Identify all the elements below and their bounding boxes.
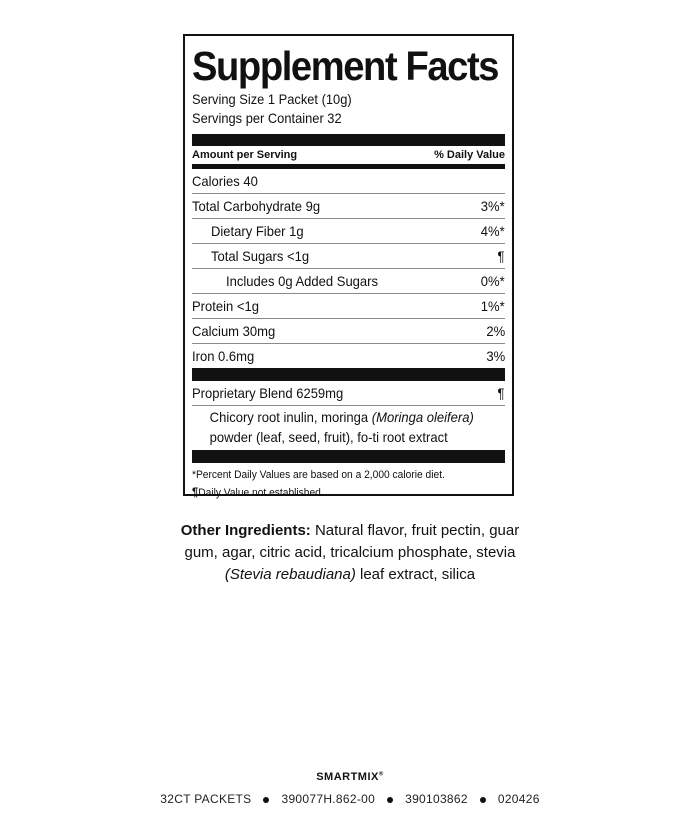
blend-desc-latin: (Moringa oleifera) — [371, 409, 474, 425]
servings-per-container: Servings per Container 32 — [192, 110, 342, 126]
other-ingredients-label: Other Ingredients: — [180, 522, 311, 539]
nutrient-row-calcium — [192, 319, 505, 344]
nutrient-value: 1%* — [481, 298, 505, 314]
nutrient-value: 3% — [486, 348, 505, 364]
nutrient-value: ¶ — [497, 248, 505, 264]
nutrient-row-iron — [192, 344, 505, 368]
nutrient-row-carbohydrate — [192, 194, 505, 219]
footnote-daily-values: *Percent Daily Values are based on a 2,000 calorie diet. — [192, 469, 445, 481]
nutrient-label: Calories 40 — [192, 173, 258, 189]
packet-count: 32CT PACKETS — [160, 792, 252, 806]
nutrient-label: Total Carbohydrate 9g — [192, 198, 321, 214]
proprietary-blend-row — [192, 381, 505, 406]
column-header — [192, 146, 505, 164]
lot-code: 020426 — [497, 792, 540, 806]
nutrient-row-calories — [192, 169, 505, 194]
nutrient-row-protein — [192, 294, 505, 319]
other-ingredients-text: gum, agar, citric acid, tricalcium phosphate, stevia — [184, 544, 516, 561]
blend-desc-text: Chicory root inulin, moringa — [209, 409, 372, 425]
nutrient-label: Iron 0.6mg — [192, 348, 255, 364]
nutrient-row-fiber — [192, 219, 505, 244]
bullet-icon — [263, 797, 269, 803]
bullet-icon — [387, 797, 393, 803]
footnote-not-established: Daily Value not established. — [198, 487, 324, 499]
blend-value: ¶ — [497, 385, 505, 401]
other-ingredients — [150, 520, 550, 586]
item-number: 390103862 — [405, 792, 468, 806]
nutrient-label: Calcium 30mg — [192, 323, 276, 339]
serving-size: Serving Size 1 Packet (10g) — [192, 91, 352, 107]
amount-per-serving-label: Amount per Serving — [192, 149, 298, 161]
other-ingredients-text: Natural flavor, fruit pectin, guar — [310, 522, 520, 539]
divider-thick — [192, 134, 505, 146]
blend-desc-text: powder (leaf, seed, fruit), fo-ti root extract — [209, 429, 448, 445]
product-code: 390077H.862-00 — [281, 792, 376, 806]
blend-label: Proprietary Blend 6259mg — [192, 385, 344, 401]
nutrient-value: 3%* — [481, 198, 505, 214]
registered-mark: ® — [378, 771, 384, 778]
other-ingredients-text: leaf extract, silica — [355, 566, 476, 583]
nutrient-row-sugars — [192, 244, 505, 269]
divider-thick — [192, 450, 505, 463]
footnote-mark: ¶ — [192, 485, 199, 499]
nutrient-value: 0%* — [481, 273, 505, 289]
nutrient-label: Includes 0g Added Sugars — [226, 273, 379, 289]
daily-value-label: % Daily Value — [434, 149, 505, 161]
nutrient-label: Dietary Fiber 1g — [211, 223, 304, 239]
nutrient-label: Protein <1g — [192, 298, 259, 314]
bullet-icon — [480, 797, 486, 803]
nutrient-label: Total Sugars <1g — [211, 248, 310, 264]
supplement-facts-panel — [183, 34, 514, 499]
product-codes — [0, 792, 700, 806]
nutrient-row-added-sugars — [192, 269, 505, 294]
nutrient-value: 4%* — [481, 223, 505, 239]
footnotes — [192, 463, 483, 502]
divider-thick — [192, 368, 505, 381]
panel-title: Supplement Facts — [192, 43, 499, 89]
nutrient-value: 2% — [486, 323, 505, 339]
brand-text: SMARTMIX — [316, 771, 379, 783]
brand-name — [0, 771, 700, 783]
other-ingredients-latin: (Stevia rebaudiana) — [224, 566, 356, 583]
blend-description — [192, 406, 483, 450]
